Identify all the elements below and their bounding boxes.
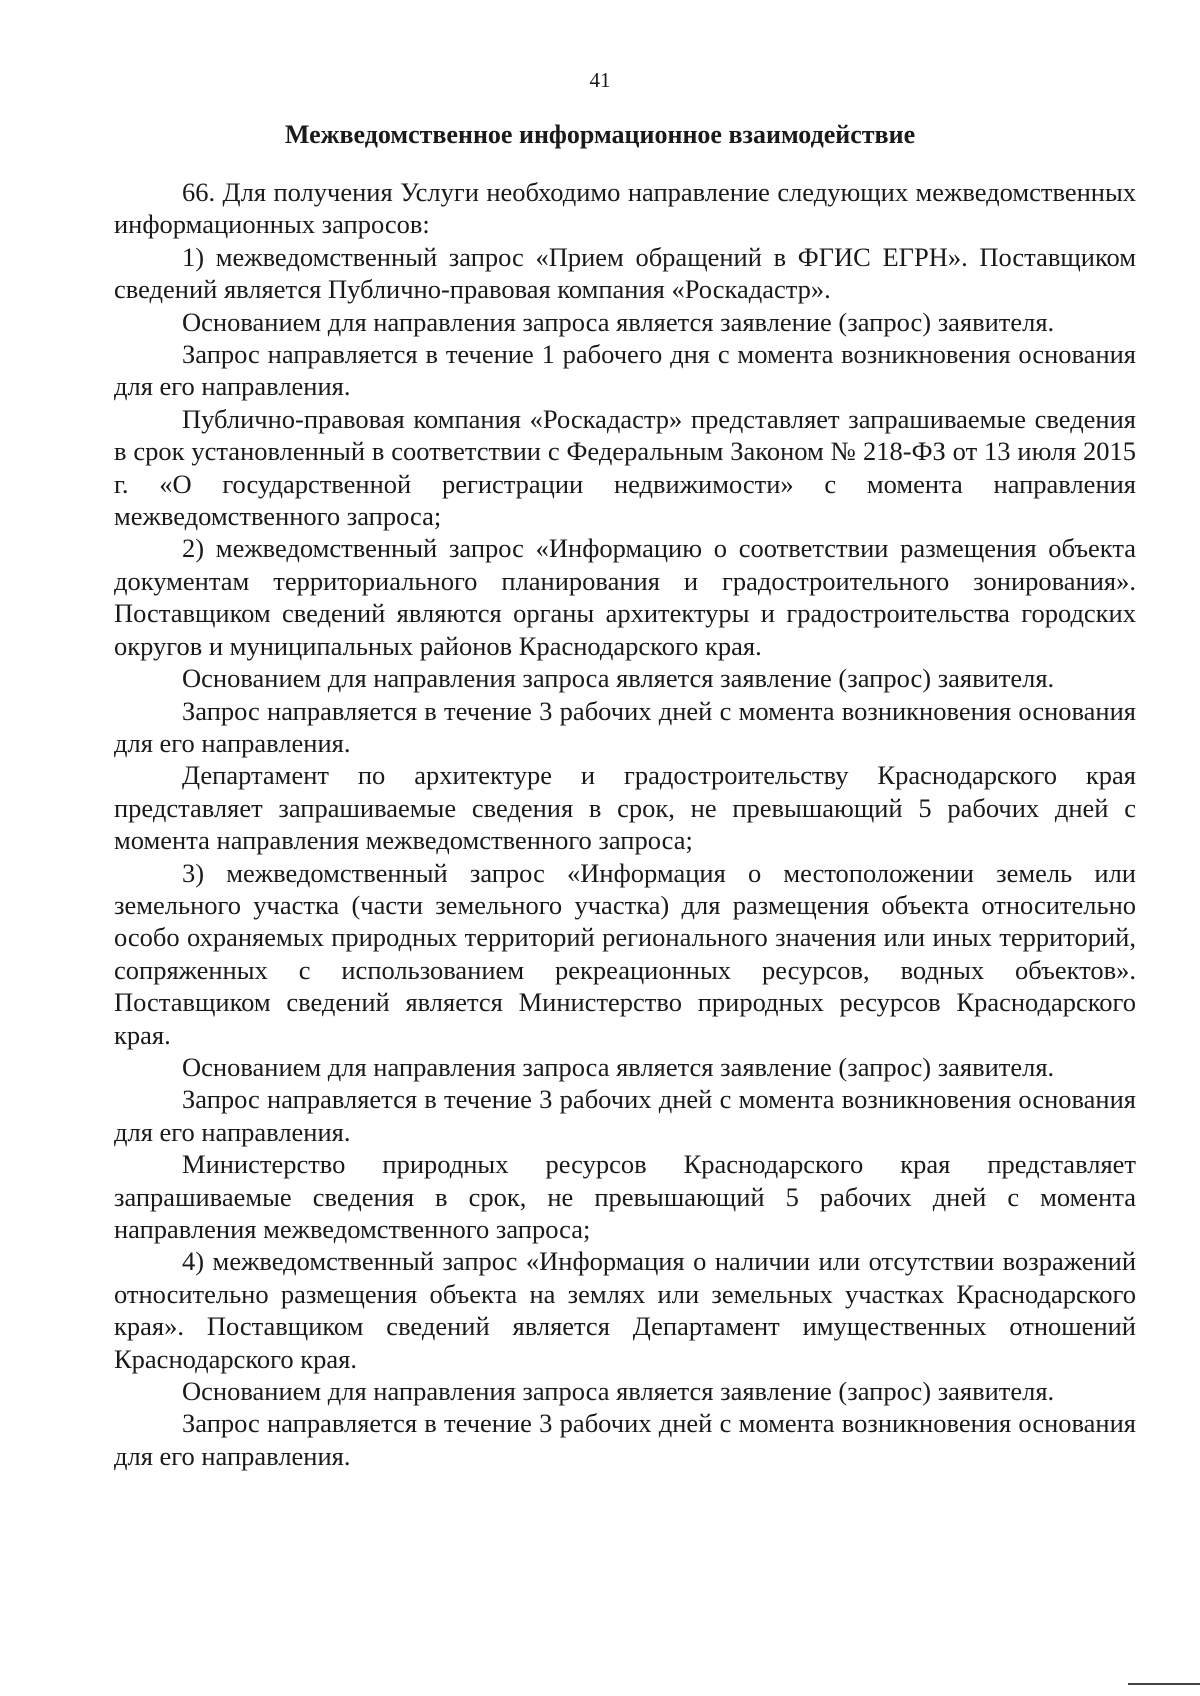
paragraph-request-4: 4) межведомственный запрос «Информация о наличии или отсутствии возражений относительно размещения объекта на землях или земельных участках Краснодарского края». Поставщиком сведений является Департамент имущественных отношений Краснодарского края. — [114, 1246, 1136, 1374]
paragraph-deadline-2: Запрос направляется в течение 3 рабочих дней с момента возникновения основания для его направления. — [114, 695, 1136, 758]
paragraph-response-3: Министерство природных ресурсов Краснодарского края представляет запрашиваемые сведения в срок, не превышающий 5 рабочих дней с момента направления межведомственного запроса; — [114, 1149, 1136, 1244]
paragraph-deadline-4: Запрос направляется в течение 3 рабочих дней с момента возникновения основания для его направления. — [114, 1408, 1136, 1471]
paragraph-response-1: Публично-правовая компания «Роскадастр» представляет запрашиваемые сведения в срок установленный в соответствии с Федеральным Законом № 218-ФЗ от 13 июля 2015 г. «О государственной регистрации недвижимости» с момента направления межведомственного запроса; — [114, 403, 1136, 532]
paragraph-basis-1: Основанием для направления запроса является заявление (запрос) заявителя. — [182, 306, 1055, 337]
footer-rule — [1128, 1683, 1200, 1685]
paragraph-basis-4: Основанием для направления запроса является заявление (запрос) заявителя. — [182, 1376, 1055, 1407]
paragraph-deadline-3: Запрос направляется в течение 3 рабочих дней с момента возникновения основания для его направления. — [114, 1084, 1136, 1147]
paragraph-basis-3: Основанием для направления запроса является заявление (запрос) заявителя. — [182, 1051, 1055, 1082]
paragraph-intro: 66. Для получения Услуги необходимо направление следующих межведомственных информационных запросов: — [114, 177, 1136, 240]
paragraph-response-2: Департамент по архитектуре и градостроительству Краснодарского края представляет запрашиваемые сведения в срок, не превышающий 5 рабочих дней с момента направления межведомственного запроса; — [114, 760, 1136, 856]
paragraph-request-2: 2) межведомственный запрос «Информацию о соответствии размещения объекта документам территориального планирования и градостроительного зонирования». Поставщиком сведений являются органы архитектуры и градостроительства городских округов и муниципальных районов Краснодарского края. — [114, 533, 1136, 661]
paragraph-deadline-1: Запрос направляется в течение 1 рабочего дня с момента возникновения основания для его направления. — [114, 339, 1136, 402]
paragraph-basis-2: Основанием для направления запроса является заявление (запрос) заявителя. — [182, 663, 1055, 694]
paragraph-request-1: 1) межведомственный запрос «Прием обращений в ФГИС ЕГРН». Поставщиком сведений является Публично-правовая компания «Роскадастр». — [114, 241, 1136, 305]
document-body — [114, 176, 1136, 1472]
section-heading: Межведомственное информационное взаимодействие — [284, 120, 916, 149]
page-number: 41 — [589, 68, 611, 92]
paragraph-request-3: 3) межведомственный запрос «Информация о местоположении земель или земельного участка (части земельного участка) для размещения объекта относительно особо охраняемых природных территорий регионального значения или иных территорий, сопряженных с использованием рекреационных ресурсов, водных объектов». Поставщиком сведений является Министерство природных ресурсов Краснодарского края. — [114, 857, 1136, 1050]
